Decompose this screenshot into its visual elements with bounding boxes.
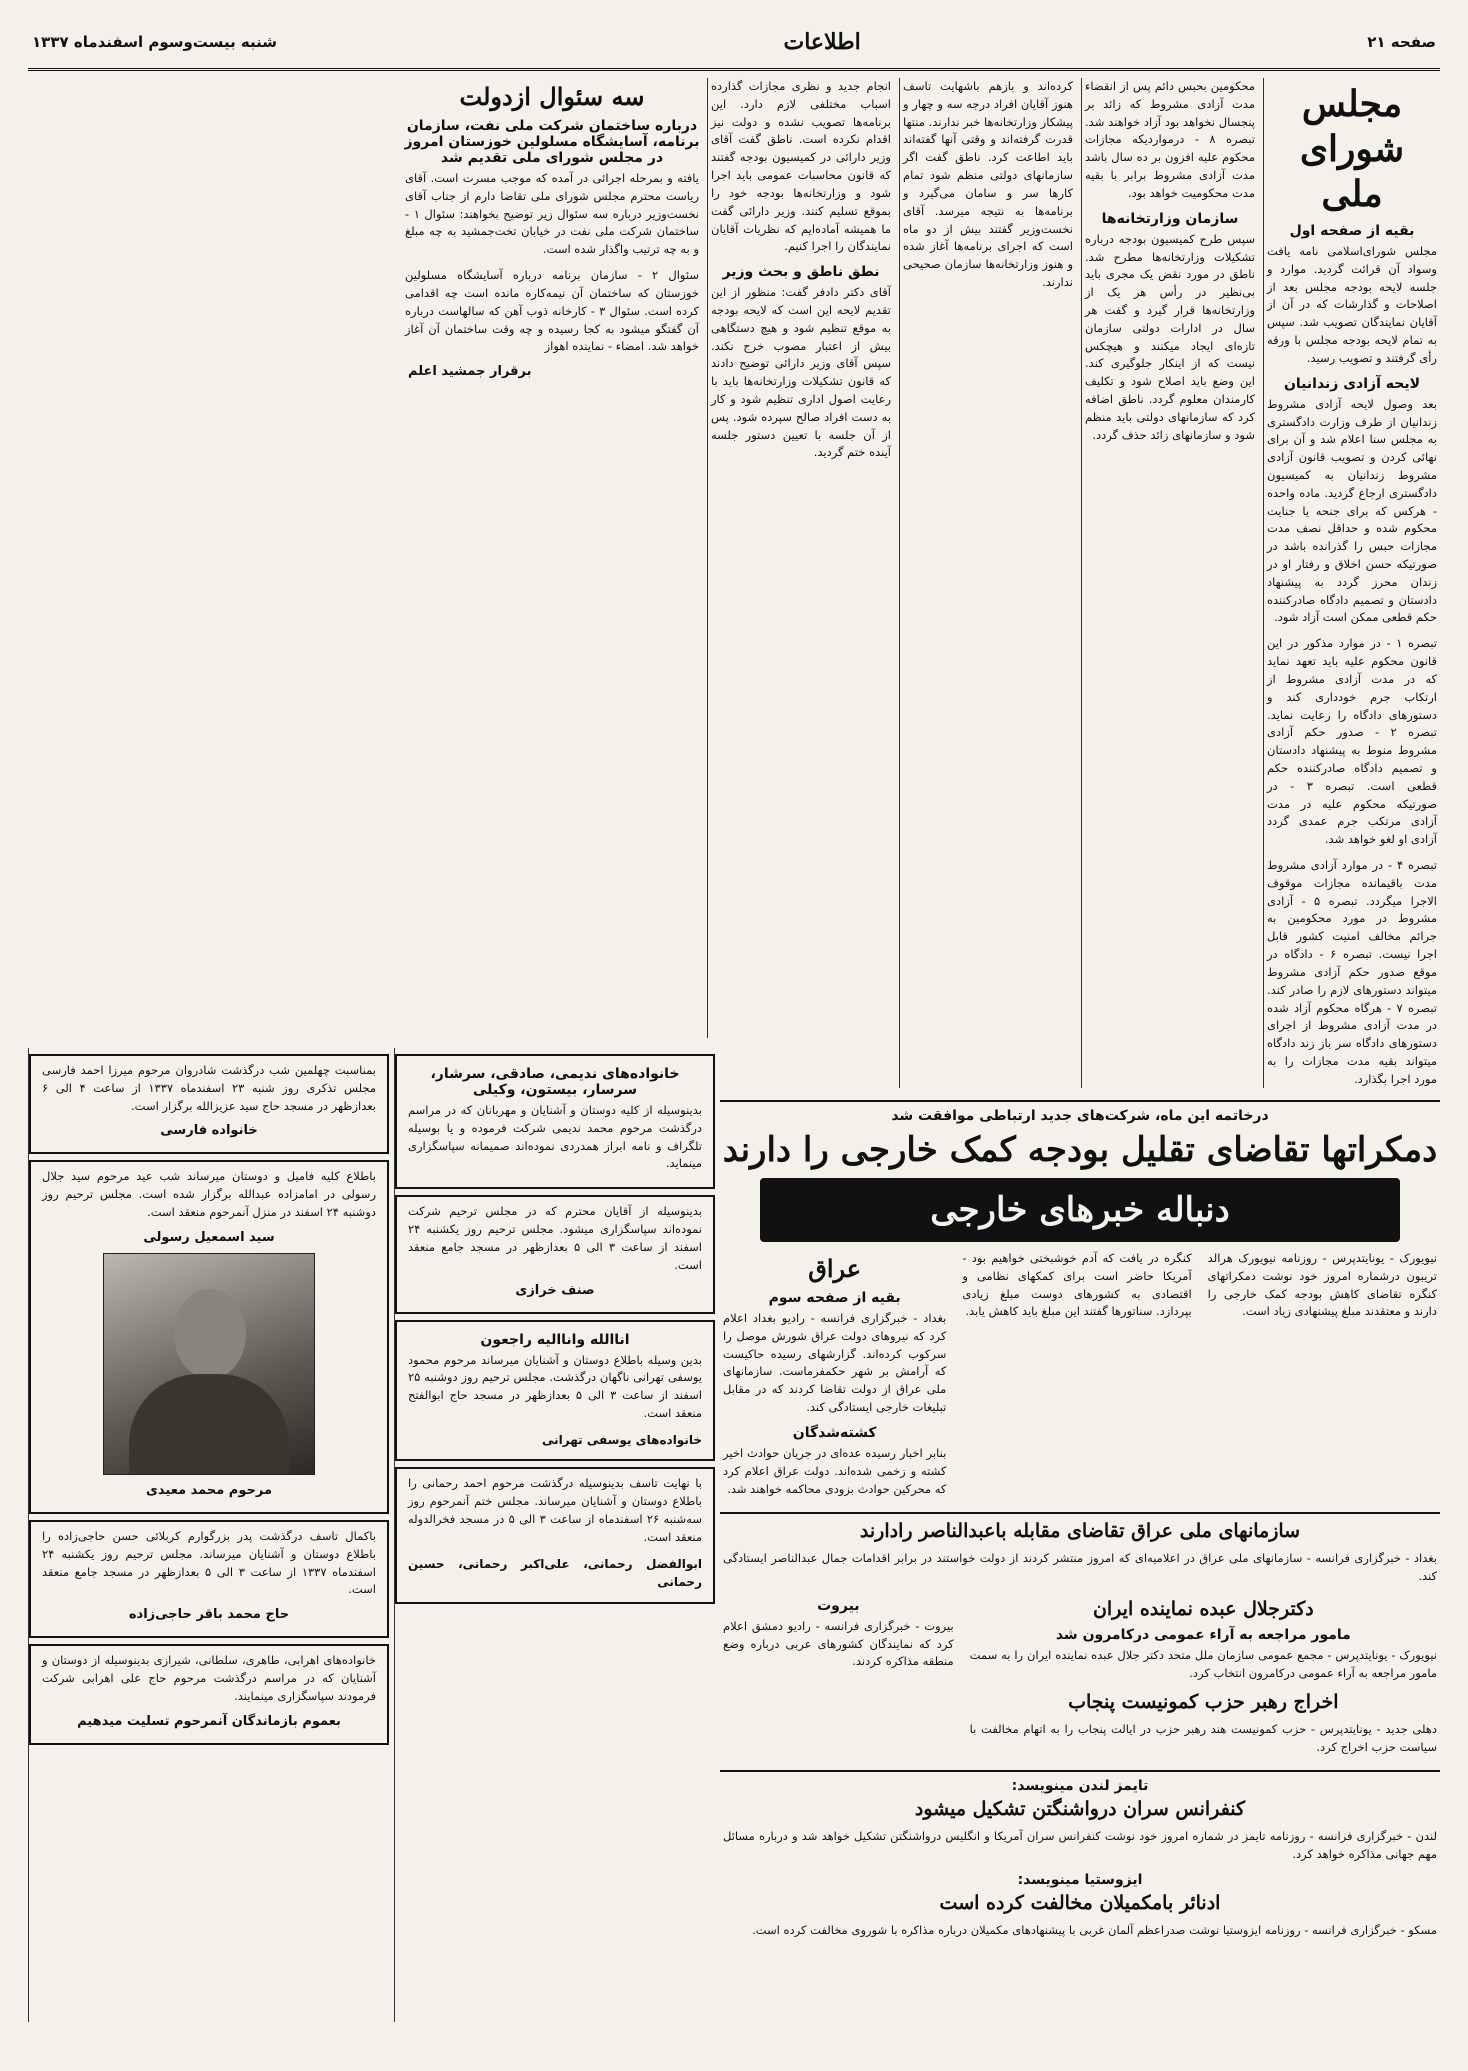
ad-rasouli-body: باطلاع کلیه فامیل و دوستان میرساند شب عید مرحوم سید جلال رسولی در امامزاده عبدالله برگزار شده است. مجلس ترحیم روز دوشنبه ۲۴ اسفند در منزل آنمرحوم منعقد است. xyxy=(42,1169,376,1220)
times-label: تایمز لندن مینویسد: xyxy=(1011,1778,1149,1795)
ad-khorazi-signature: صنف خرازی xyxy=(515,1282,595,1298)
punjab-headline: اخراج رهبر حزب کمونیست پنجاب xyxy=(1068,1691,1339,1714)
portrait-photo xyxy=(103,1253,315,1475)
ad-rahmani-body: با نهایت تاسف بدینوسیله درگذشت مرحوم احمد رحمانی را باطلاع دوستان و آشنایان میرساند. مجلس ختم آنمرحوم روز سه‌شنبه ۲۶ اسفندماه از ساعت ۳ الی ۵ در مسجد فخرالدوله منعقد است. xyxy=(408,1476,702,1544)
ad-rasouli-signature: سید اسمعیل رسولی xyxy=(143,1229,275,1245)
ad-rasouli xyxy=(29,1160,389,1513)
adenauer-headline: ادنائر بامکمیلان مخالفت کرده است xyxy=(939,1891,1221,1914)
portrait-shoulders xyxy=(129,1374,289,1474)
article-majlis-title: مجلس شورای ملی xyxy=(1299,83,1405,215)
column-2 xyxy=(1081,78,1258,1088)
ad-farsi-body: بمناسبت چهلمین شب درگذشت شادروان مرحوم میرزا احمد فارسی مجلس تذکری روز شنبه ۲۳ اسفندماه ۱۳۳۷ از ساعت ۴ الی ۶ بعدازظهر در مسجد حاج سید عزیزالله برگزار است. xyxy=(42,1063,376,1113)
ad-nadimi xyxy=(395,1054,715,1189)
ad-ahrabi-body: خانواده‌های اهرابی، طاهری، سلطانی، شیرازی بدینوسیله از دوستان و آشنایان که در مراسم درگذشت مرحوم حاج علی اهرابی شرکت فرمودند سپاسگزاری مینمایند. xyxy=(42,1653,376,1703)
iraq-subhead: کشته‌شدگان xyxy=(792,1424,877,1441)
article-majlis-body-8: انجام جدید و نظری مجازات گذارده اسباب مختلفی لازم دارد. این برنامه‌ها تصویب نشده و دولت نیز اقدام نکرده است. ناطق گفت آقای وزیر دارائی در کمیسیون بودجه گفتند که قانون محاسبات عمومی باید اجرا شود و وزارتخانه‌ها بودجه خود را بموقع تسلیم کنند. وزیر دارائی گفت ما همیشه آماده‌ایم که نظریات آقایان نمایندگان را اجرا کنیم. xyxy=(711,79,891,254)
beirut-body: بیروت - خبرگزاری فرانسه - رادیو دمشق اعلام کرد که نمایندگان کشورهای عربی درباره وضع منطقه مذاکره کردند. xyxy=(723,1618,954,1669)
summit-headline: کنفرانس سران درواشنگتن تشکیل میشود xyxy=(914,1798,1246,1821)
ad-yousefi xyxy=(395,1320,715,1462)
iraq-nasser-headline: سازمانهای ملی عراق تقاضای مقابله باعبدالناصر رادارند xyxy=(859,1520,1301,1543)
article-majlis-body-4: تبصره ۴ - در موارد آزادی مشروط مدت باقیمانده مجازات موقوف الاجرا میگردد. تبصره ۵ - آزادی مشروط در مورد محکومین به جرائم مخالف امنیت کشور قابل اجرا نیست. تبصره ۶ - دادگاه در موقع صدور حکم آزادی مشروط میتواند دستورهای لازم را صادر کند. تبصره ۷ - هرگاه محکوم آزاد شده در مدت آزادی مشروط از اجرای دستورهای دادگاه سر باز زند دادگاه میتواند بقیه مدت مجازات را به مورد اجرا بگذارد. xyxy=(1267,858,1438,1086)
iraq-title: عراق xyxy=(808,1254,862,1283)
column-3 xyxy=(899,78,1076,1088)
page-number: صفحه ۲۱ xyxy=(1367,33,1436,51)
portrait-face xyxy=(174,1289,246,1379)
ad-hajizadeh xyxy=(29,1520,389,1638)
article-majlis-body-3: تبصره ۱ - در موارد مذکور در این قانون محکوم علیه باید تعهد نماید که در مدت آزادی مشروط از ارتکاب جرم خودداری کند و دستورهای دادگاه را رعایت نماید. تبصره ۲ - صدور حکم آزادی مشروط منوط به پیشنهاد دادستان و تصمیم دادگاه صادرکننده حکم قطعی است. تبصره ۳ - در صورتیکه محکوم علیه در مدت آزادی مرتکب جرم عمدی گردد آزادی او لغو خواهد شد. xyxy=(1267,636,1438,847)
three-questions-body-1: یافته و بمرحله اجرائی در آمده که موجب مسرت است. آقای ریاست محترم مجلس شورای ملی تقاضا دارم از جناب آقای نخست‌وزیر درباره سه سئوال زیر توضیح بخواهند: سئوال ۱ - ساختمان شرکت ملی نفت در خیابان تخت‌جمشید به چه مبلغ و به چه ترتیب واگذار شده است. xyxy=(405,171,699,257)
foreign-news-block xyxy=(720,1094,1440,2022)
ad-yousefi-title: اناالله واناالیه راجعون xyxy=(480,1331,630,1348)
foreign-news-row xyxy=(720,1250,1440,1506)
three-questions-signature: برقرار جمشید اعلم xyxy=(408,364,532,380)
portrait-caption: مرحوم محمد معیدی xyxy=(146,1482,272,1498)
punjab-body: دهلی جدید - یونایتدپرس - حزب کمونیست هند رهبر حزب در ایالت پنجاب را به اتهام مخالفت با سیاست حزب اخراج کرد. xyxy=(969,1721,1437,1754)
jalal-abdoh-headline: دکترجلال عبده نماینده ایران xyxy=(1092,1597,1314,1620)
article-majlis-body-9: آقای دکتر دادفر گفت: منظور از این تقدیم لایحه این است که لایحه بودجه به موقع تنظیم شود و هیچ دستگاهی بیش از اعتبار مصوب خرج نکند. سپس آقای وزیر دارائی توضیح دادند که قانون تشکیلات وزارتخانه‌ها باید با رعایت اصول اداری تنظیم شود و کار به دست افراد صالح سپرده شود. پس از آن جلسه با تعیین دستور جلسه آینده ختم گردید. xyxy=(711,285,891,460)
ad-yousefi-signature: خانواده‌های یوسفی تهرانی xyxy=(542,1432,702,1447)
paper-name: اطلاعات xyxy=(783,29,861,55)
article-majlis-body-2: بعد وصول لایحه آزادی مشروط زندانیان از طرف وزارت دادگستری به مجلس سنا اعلام شد و آن برای نهائی کردن و تصویب قانون آزادی مشروط زندانیان به کمیسیون دادگستری ارجاع گردید. ماده واحده - هرکس که برای جنحه یا جنایت محکوم شده و حداقل نصف مدت مجازات حبس را گذرانده باشد در صورتیکه حسن اخلاق و رفتار او در زندان محرز گردد به پیشنهاد دادستان و تصمیم دادگاه صادرکننده حکم قطعی ممکن است آزاد شود. xyxy=(1267,396,1437,625)
columns-area xyxy=(28,78,1440,2022)
issue-date: شنبه بیست‌وسوم اسفندماه ۱۳۳۷ xyxy=(32,33,278,51)
newspaper-page xyxy=(28,22,1440,2022)
column-5 xyxy=(402,78,702,1038)
ad-khorazi xyxy=(395,1195,715,1313)
masthead xyxy=(28,22,1440,71)
three-questions-intro: درباره ساختمان شرکت ملی نفت، سازمان برنامه، آسایشگاه مسلولین خوزستان امروز در مجلس شورای ملی تقدیم شد xyxy=(404,118,700,166)
ad-ahrabi xyxy=(29,1644,389,1744)
three-questions-body-2: سئوال ۲ - سازمان برنامه درباره آسایشگاه مسلولین خوزستان که ساختمان آن نیمه‌کاره مانده است چه اقدامی کرده است. سئوال ۳ - کارخانه ذوب آهن که سالهاست درباره آن گفتگو میشود به کجا رسیده و چه وقت ساختمان آن آغاز خواهد شد. امضاء - نماینده اهواز xyxy=(405,268,699,354)
foreign-news-banner: دنباله خبرهای خارجی xyxy=(760,1178,1400,1242)
ads-left-column xyxy=(28,1048,389,2022)
iraq-story xyxy=(720,1250,949,1506)
article-majlis-body-6: سپس طرح کمیسیون بودجه درباره تشکیلات وزارتخانه‌ها مطرح شد. ناطق در مورد نقض یک مجری باید بی‌نظیر در رأس هر یک از وزارتخانه‌ها قرار گیرد و گفت هر سال در ادارات دولتی سازمان تازه‌ای ایجاد میکنند و هیچکس نیست که از اینکار جلوگیری کند. این وضع باید اصلاح شود و تکلیف کارمندان معلوم گردد. ناطق اضافه کرد که سازمانهای دولتی باید منظم شود و سازمانهای زائد حذف گردد. xyxy=(1085,231,1255,442)
article-ministries-subhead: سازمان وزارتخانه‌ها xyxy=(1101,210,1239,227)
democrats-body-2: کنگره در یافت که آدم خوشبختی خواهیم بود - آمریکا حاضر است برای کمکهای نظامی و اقتصادی به کشورهای دوست مبلغ زیادی بپردازد. سناتورها گفتند این مبلغ باید کاهش یابد. xyxy=(962,1251,1192,1319)
izvestia-label: ایزوستیا مینویسد: xyxy=(1017,1871,1143,1888)
ad-yousefi-body: بدین وسیله باطلاع دوستان و آشنایان میرساند مرحوم محمود یوسفی تهرانی ناگهان درگذشت. مجلس ترحیم روز دوشنبه ۲۵ اسفند از ساعت ۳ الی ۵ بعدازظهر در مسجد حاج ابوالفتح منعقد است. xyxy=(408,1352,702,1420)
ad-hajizadeh-body: باکمال تاسف درگذشت پدر بزرگوارم کربلائی حسن حاجی‌زاده را باطلاع دوستان و آشنایان میرساند. مجلس ترحیم روز یکشنبه ۲۴ اسفندماه ۱۳۳۷ از ساعت ۳ الی ۵ بعدازظهر در مسجد جامع منعقد است. xyxy=(42,1528,377,1597)
ad-nadimi-title: خانواده‌های ندیمی، صادقی، سرشار، سرسار، بیستون، وکیلی xyxy=(430,1066,680,1098)
article-majlis-body-1: مجلس شورای‌اسلامی نامه یافت وسواد آن قرائت گردید. موارد و جلسه لایحه بودجه مجلس بعد از اصلاحات و گذارشات که در آن از آقایان نمایندگان تصویب شد. سپس به تمام لایحه بودجه مجلس با ورقه رأی گرفتند و تصویب رسید. xyxy=(1267,244,1437,365)
ad-ahrabi-signature: بعموم بازماندگان آنمرحوم تسلیت میدهیم xyxy=(77,1713,341,1729)
adenauer-body: مسکو - خبرگزاری فرانسه - روزنامه ایزوستیا نوشت صدراعظم آلمان غربی با پیشنهادهای مکمیلان درباره مذاکره با شوروی مخالفت کرده است. xyxy=(752,1922,1437,1937)
summit-body: لندن - خبرگزاری فرانسه - روزنامه تایمز در شماره امروز خود نوشت کنفرانس سران آمریکا و انگلیس درواشنگتن تشکیل خواهد شد و درباره مسائل مهم جهانی مذاکره خواهد کرد. xyxy=(723,1829,1437,1861)
democrats-headline: دمکراتها تقاضای تقلیل بودجه کمک خارجی را دارند xyxy=(722,1130,1438,1170)
foreign-news-rule-3 xyxy=(720,1770,1440,1772)
iraq-body: بغداد - خبرگزاری فرانسه - رادیو بغداد اعلام کرد که نیروهای دولت عراق شورش موصل را سرکوب کرده‌اند. گزارشهای رسیده حاکیست که آرامش بر شهر حکمفرماست. سازمانهای ملی عراق از دولت تقاضا کردند که در مقابل تبلیغات خارجی ایستادگی کند. xyxy=(723,1311,947,1415)
jalal-abdoh-subhead: مامور مراجعه به آراء عمومی درکامرون شد xyxy=(1055,1627,1351,1644)
beirut-story xyxy=(720,1594,957,1765)
ad-farsi xyxy=(29,1054,389,1154)
iraq-nasser-body: بغداد - خبرگزاری فرانسه - سازمانهای ملی عراق در اعلامیه‌ای که امروز منتشر کردند از دولت خواستند در برابر اقدامات جمال عبدالناصر ایستادگی کند. xyxy=(723,1551,1437,1583)
article-majlis-subhead: لایحه آزادی زندانیان xyxy=(1283,375,1421,392)
article-majlis-body-7: کرده‌اند و بازهم باشهایت تاسف هنوز آقایان افراد درجه سه و چهار و پیشکار وزارتخانه‌ها خبر ندارند. منتها قدرت گرفته‌اند و وقتی آنها گفته‌اند باید اطاعت کرد. ناطق گفت اگر سازمانهای دولتی منظم شود تمام کارها سر و سامان می‌گیرد و برنامه‌ها به نتیجه میرسد. آقای نخست‌وزیر گفتند بیش از دو ماه است که اجرای برنامه‌ها آغاز شده و هنوز وزارتخانه‌ها سازمان صحیحی ندارند. xyxy=(903,79,1073,289)
foreign-news-row-2 xyxy=(720,1594,1440,1765)
column-4 xyxy=(707,78,894,1038)
jalal-abdoh-body: نیویورک - یونایتدپرس - مجمع عمومی سازمان ملل متحد دکتر جلال عبده نماینده ایران را به سمت مامور مراجعه به آراء عمومی درکامرون انتخاب کرد. xyxy=(969,1648,1437,1681)
democrats-body-1: نیویورک - یونایتدپرس - روزنامه نیویورک هرالد تریبون درشماره امروز خود نوشت دمکراتهای کنگره تقاضای کاهش بودجه کمک خارجی را دارند و معتقدند مبلغ پیشنهادی زیاد است. xyxy=(1207,1251,1437,1319)
ad-rahmani xyxy=(395,1467,715,1603)
ad-khorazi-body: بدینوسیله از آقایان محترم که در مجلس ترحیم شرکت نموده‌اند سپاسگزاری میشود. مجلس ترحیم روز یکشنبه ۲۴ اسفند از ساعت ۳ الی ۵ بعدازظهر در مسجد جامع منعقد است. xyxy=(408,1204,702,1272)
ad-hajizadeh-signature: حاج محمد باقر حاجی‌زاده xyxy=(128,1607,290,1623)
article-majlis-lead: بقیه از صفحه اول xyxy=(1289,223,1415,239)
jalal-abdoh-story xyxy=(967,1594,1440,1765)
article-debate-subhead: نطق ناطق و بحث وزیر xyxy=(722,264,880,281)
iraq-lead: بقیه از صفحه سوم xyxy=(768,1290,901,1306)
ad-nadimi-body: بدینوسیله از کلیه دوستان و آشنایان و مهربانان که در مراسم درگذشت مرحوم محمد ندیمی شرکت فرموده و یا بوسیله تلگراف و نامه ابراز همدردی نموده‌اند صمیمانه سپاسگزاری مینماید. xyxy=(408,1103,702,1171)
foreign-news-announce: درخاتمه این ماه، شرکت‌های جدید ارتباطی موافقت شد xyxy=(891,1108,1269,1124)
ad-rahmani-signature: ابوالفضل رحمانی، علی‌اکبر رحمانی، حسین رحمانی xyxy=(408,1556,702,1590)
article-majlis-body-5: محکومین بحبس دائم پس از انقضاء مدت آزادی مشروط که زائد بر پنجسال نخواهد بود آزاد خواهند شد. تبصره ۸ - درمواردیکه مجازات محکوم علیه افزون بر ده سال باشد مدت آزادی مشروط برابر با بقیه مدت محکومیت خواهد بود. xyxy=(1085,79,1255,200)
beirut-title: بیروت xyxy=(817,1597,860,1614)
foreign-news-top-rule xyxy=(720,1100,1440,1102)
foreign-news-rule-2 xyxy=(720,1512,1440,1514)
ads-middle-column xyxy=(394,1048,715,2022)
column-1 xyxy=(1263,78,1440,1088)
ad-farsi-signature: خانواده فارسی xyxy=(160,1123,258,1139)
iraq-body-2: بنابر اخبار رسیده عده‌ای در جریان حوادث اخیر کشته و زخمی شده‌اند. دولت عراق اعلام کرد که محرکین حوادث بزودی محاکمه خواهند شد. xyxy=(723,1445,947,1496)
three-questions-title: سه سئوال ازدولت xyxy=(459,82,645,111)
